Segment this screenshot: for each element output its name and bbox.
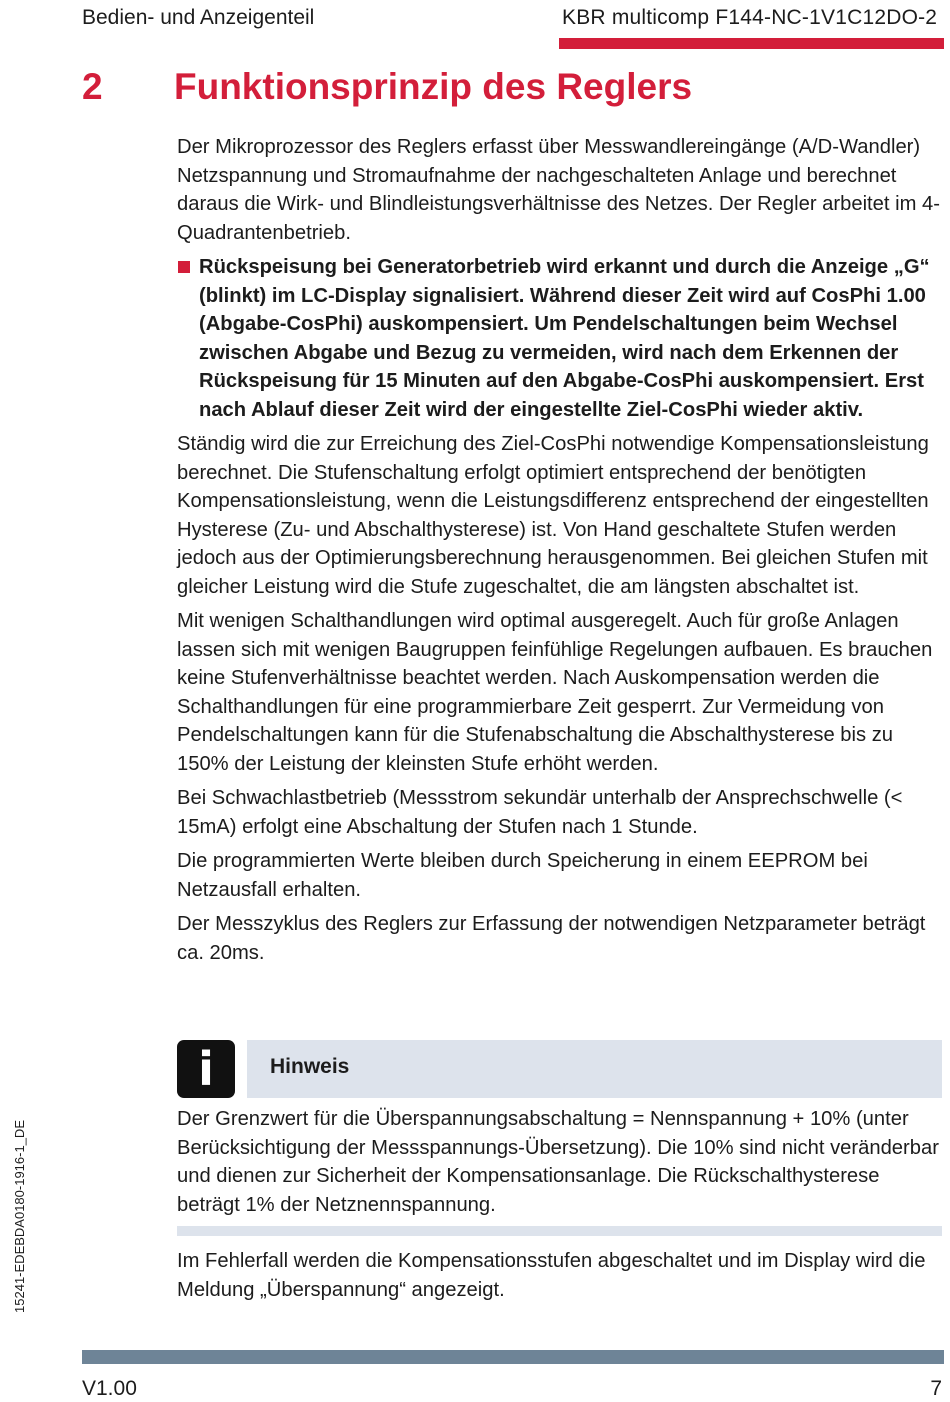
note-bottom-rule bbox=[177, 1226, 942, 1236]
body-text bbox=[177, 133, 940, 973]
square-bullet-icon bbox=[178, 261, 190, 273]
bullet-item-feedback bbox=[177, 253, 940, 424]
running-header-product: KBR multicomp F144-NC-1V1C12DO-2 bbox=[562, 6, 938, 29]
paragraph-intro: Der Mikroprozessor des Reglers erfasst über Messwandlereingänge (A/D-Wandler) Netzspannung und Stromaufnahme der nachgeschalteten Anlage und berechnet daraus die Wirk- und Blindleistungsverhältnisse des Netzes. Der Regler arbeitet im 4-Quadrantenbetrieb. bbox=[177, 136, 940, 244]
header-accent-bar bbox=[559, 38, 944, 49]
document-id-text: 15241-EDEBDA0180-1916-1_DE bbox=[12, 1120, 27, 1313]
note-header-band bbox=[247, 1040, 942, 1098]
note-text: Der Grenzwert für die Überspannungsabschaltung = Nennspannung + 10% (unter Berücksichtigung der Messspannungs-Übersetzung). Die 10% sind nicht veränderbar und dienen zur Sicherheit der Kompensationsanlage. Die Rückschalthysterese beträgt 1% der Netznennspannung. bbox=[177, 1108, 939, 1216]
running-header-section: Bedien- und Anzeigenteil bbox=[82, 6, 315, 29]
paragraph-error-case: Im Fehlerfall werden die Kompensationsstufen abgeschaltet und im Display wird die Meldung „Überspannung“ angezeigt. bbox=[177, 1250, 926, 1301]
chapter-number: 2 bbox=[82, 66, 103, 107]
paragraph-switching: Mit wenigen Schalthandlungen wird optimal ausgeregelt. Auch für große Anlagen lassen sich mit wenigen Baugruppen feinfühlige Regelungen aufbauen. Es brauchen keine Stufenverhältnisse beachtet werden. Nach Auskompensation werden die Schalthandlungen für eine programmierbare Zeit gesperrt. Zur Vermeidung von Pendelschaltungen kann für die Stufenabschaltung die Abschalthysterese bis zu 150% der Leistung der kleinsten Stufe erhöht werden. bbox=[177, 610, 933, 775]
info-icon: i bbox=[177, 1040, 235, 1098]
paragraph-compensation: Ständig wird die zur Erreichung des Ziel-CosPhi notwendige Kompensationsleistung berechnet. Die Stufenschaltung erfolgt optimiert entsprechend der benötigten Kompensationsleistung, wenn die Leistungsdifferenz entsprechend der eingestellten Hysterese (Zu- und Abschalthysterese) ist. Von Hand geschaltete Stufen werden jedoch aus der Optimierungsberechnung herausgenommen. Bei gleichen Stufen mit gleicher Leistung wird die Stufe zugeschaltet, die am längsten abschaltet ist. bbox=[177, 433, 929, 598]
paragraph-eeprom: Die programmierten Werte bleiben durch Speicherung in einem EEPROM bei Netzausfall erhalten. bbox=[177, 850, 868, 901]
note-box bbox=[177, 1040, 942, 1098]
footer-page-number: 7 bbox=[930, 1377, 942, 1400]
chapter-title: Funktionsprinzip des Reglers bbox=[174, 66, 693, 107]
document-id-vertical bbox=[0, 1120, 27, 1350]
bullet-text: Rückspeisung bei Generatorbetrieb wird erkannt und durch die Anzeige „G“ (blinkt) im LC-Display signalisiert. Während dieser Zeit wird auf CosPhi 1.00 (Abgabe-CosPhi) auskompensiert. Um Pendelschaltungen beim Wechsel zwischen Abgabe und Bezug zu vermeiden, wird nach dem Erkennen der Rückspeisung für 15 Minuten auf den Abgabe-CosPhi auskompensiert. Erst nach Ablauf dieser Zeit wird der eingestellte Ziel-CosPhi wieder aktiv. bbox=[199, 256, 930, 421]
paragraph-low-load: Bei Schwachlastbetrieb (Messstrom sekundär unterhalb der Ansprechschwelle (< 15mA) erfolgt eine Abschaltung der Stufen nach 1 Stunde. bbox=[177, 787, 903, 838]
paragraph-measuring-cycle: Der Messzyklus des Reglers zur Erfassung der notwendigen Netzparameter beträgt ca. 20ms. bbox=[177, 913, 926, 964]
footer-version: V1.00 bbox=[82, 1377, 137, 1400]
footer-bar bbox=[82, 1350, 944, 1364]
note-title: Hinweis bbox=[270, 1055, 350, 1078]
